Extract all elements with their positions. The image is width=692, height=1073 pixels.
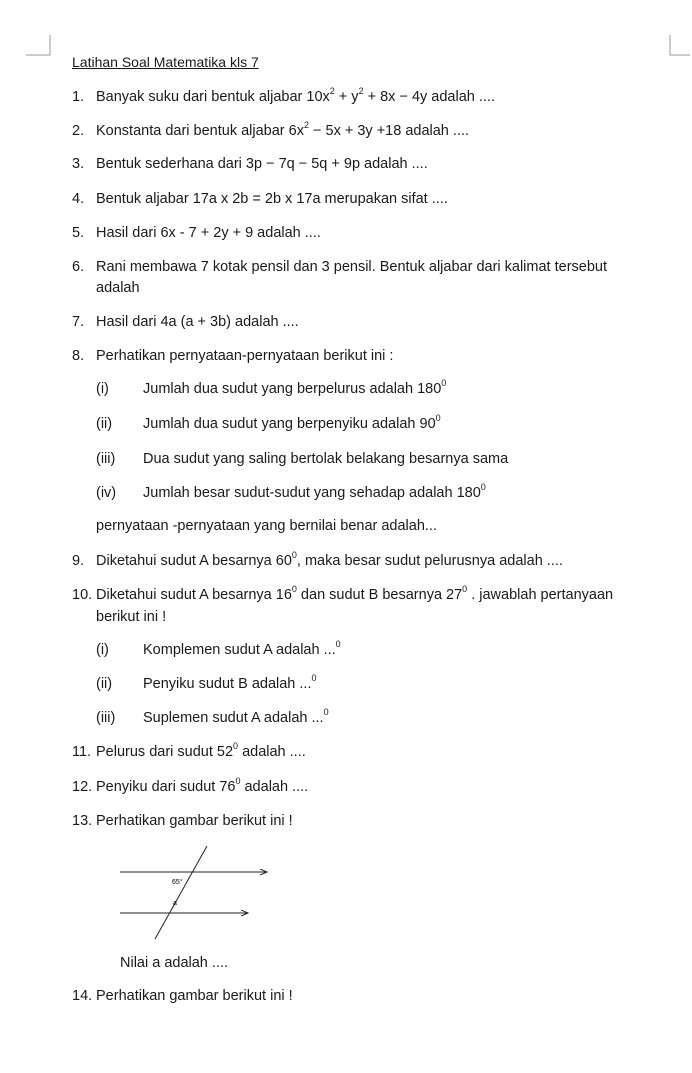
question-7: 7. Hasil dari 4a (a + 3b) adalah .... [72, 314, 299, 330]
question-6-continuation: adalah [96, 280, 140, 296]
question-5: 5. Hasil dari 6x - 7 + 2y + 9 adalah .... [72, 225, 321, 241]
question-8: 8. Perhatikan pernyataan-pernyataan berikut ini : [72, 348, 394, 364]
corner-mark-right [669, 34, 691, 56]
q10-item-i: (i) Komplemen sudut A adalah ...$^0$ [96, 639, 341, 658]
question-2: 2. Konstanta dari bentuk aljabar $6x^2 - 5x + 3y +18$ adalah .... [72, 120, 470, 139]
figure-question: Nilai a adalah .... [120, 955, 229, 971]
q8-item-ii: (ii) Jumlah dua sudut yang berpenyiku adalah $90^0$ [96, 413, 441, 432]
question-3: 3. Bentuk sederhana dari 3p − 7q − 5q + 9p adalah .... [72, 156, 428, 172]
corner-mark-left [25, 34, 51, 56]
question-9: 9. Diketahui sudut A besarnya $60^0$, maka besar sudut pelurusnya adalah .... [72, 550, 563, 569]
q10-item-iii: (iii) Suplemen sudut A adalah ...$^0$ [96, 707, 329, 726]
question-14: 14. Perhatikan gambar berikut ini ! [72, 988, 293, 1004]
question-10-continuation: berikut ini ! [96, 609, 167, 625]
q8-item-iii: (iii) Dua sudut yang saling bertolak belakang besarnya sama [96, 451, 509, 467]
question-4: 4. Bentuk aljabar 17a x 2b = 2b x 17a merupakan sifat .... [72, 191, 448, 207]
document-title: Latihan Soal Matematika kls 7 [72, 54, 259, 70]
transversal-line [155, 846, 207, 939]
question-1: 1. Banyak suku dari bentuk aljabar $10x^2 + y^2 + 8x - 4y$ adalah .... [72, 86, 495, 105]
parallel-lines-figure [115, 842, 275, 942]
q10-item-ii: (ii) Penyiku sudut B adalah ...$^0$ [96, 673, 317, 692]
q8-closing: pernyataan -pernyataan yang bernilai benar adalah... [96, 518, 437, 534]
question-6: 6. Rani membawa 7 kotak pensil dan 3 pensil. Bentuk aljabar dari kalimat tersebut [72, 259, 607, 275]
angle-65-label: 65° [172, 879, 183, 886]
q8-item-i: (i) Jumlah dua sudut yang berpelurus adalah $180^0$ [96, 378, 447, 397]
q8-item-iv: (iv) Jumlah besar sudut-sudut yang sehadap adalah $180^0$ [96, 482, 486, 501]
question-10: 10. Diketahui sudut A besarnya $16^0$ dan sudut B besarnya $27^0$ . jawablah pertanyaan [72, 584, 614, 603]
question-11: 11. Pelurus dari sudut $52^0$ adalah .... [72, 741, 306, 760]
angle-a-label: a [173, 900, 177, 907]
question-13: 13. Perhatikan gambar berikut ini ! [72, 813, 293, 829]
question-12: 12. Penyiku dari sudut $76^0$ adalah .... [72, 776, 309, 795]
